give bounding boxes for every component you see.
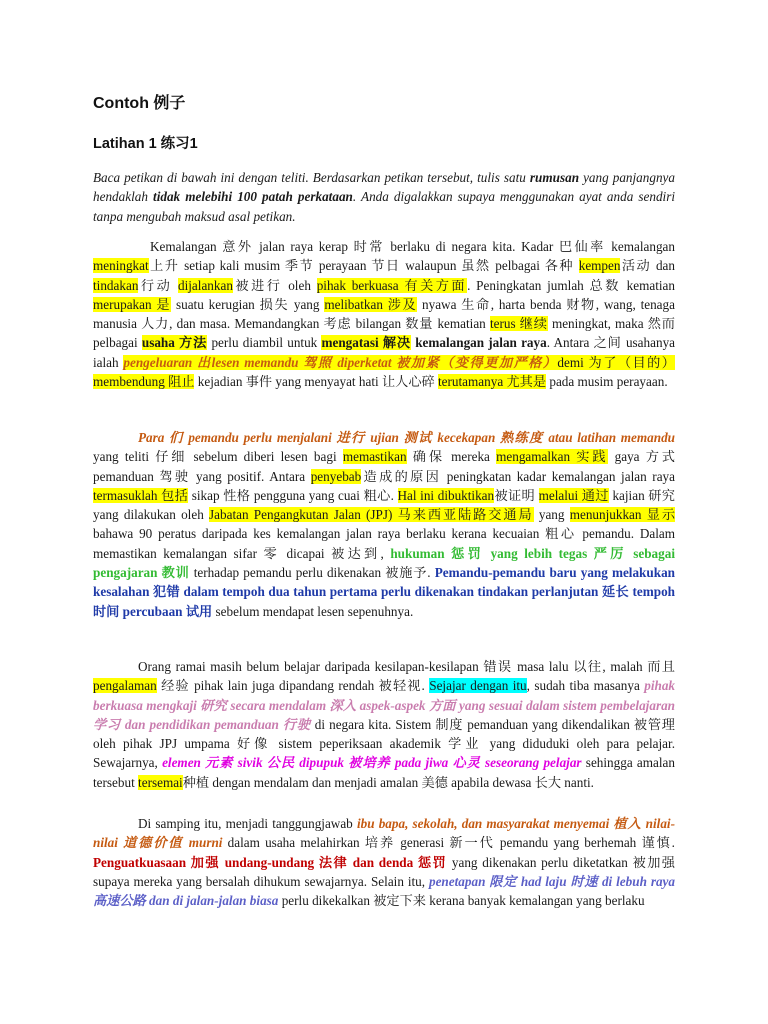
text-run: yang bbox=[533, 507, 570, 523]
text-run: meningkat, maka 然而 pelbagai bbox=[93, 316, 675, 351]
text-run: yang dikenakan perlu diketatkan 被加强 supaya mereka yang bersalah dihukum sewajarnya. Selain itu, bbox=[93, 854, 675, 889]
text-run: 种植 dengan mendalam dan menjadi amalan 美德 apabila dewasa 长大 nanti. bbox=[182, 774, 594, 790]
text-run: kajian 研究 yang dilakukan oleh bbox=[93, 487, 675, 523]
text-run: 被进行 oleh bbox=[232, 277, 317, 293]
highlighted-term: hukuman 惩罚 yang lebih tegas 严厉 sebagai pengajaran 教训 bbox=[93, 545, 675, 581]
highlighted-term: elemen 元素 sivik 公民 dipupuk 被培养 pada jiwa 心灵 seseorang pelajar bbox=[162, 755, 582, 771]
text-run: perlu diambil untuk bbox=[207, 335, 322, 351]
text-run: , sudah tiba masanya bbox=[526, 678, 645, 694]
highlighted-term: penyebab bbox=[310, 468, 362, 484]
text-run: 行动 bbox=[138, 277, 179, 293]
highlighted-term: melalui 通过 bbox=[538, 487, 609, 503]
text-run: kejadian 事件 yang menyayat hati 让人心碎 bbox=[194, 374, 439, 390]
text-run: suatu kerugian 损失 yang bbox=[171, 296, 325, 312]
text-run: bahawa 90 peratus daripada kes kemalangan jalan raya berlaku kerana kecuaian 粗心 pemandu. Dalam memastikan kemalangan sifar 零 dicapai 被达到, bbox=[93, 526, 675, 561]
text-run: 被证明 bbox=[494, 487, 539, 503]
highlighted-term: melibatkan 涉及 bbox=[324, 296, 418, 312]
highlighted-term: meningkat bbox=[93, 258, 149, 274]
text-run: 造成的原因 peningkatan kadar kemalangan jalan raya bbox=[361, 468, 675, 484]
text-run: perlu dikekalkan 被定下来 kerana banyak kemalangan yang berlaku bbox=[278, 893, 645, 909]
text-run: 确保 mereka bbox=[406, 449, 497, 465]
highlighted-term: Pemandu-pemandu baru yang melakukan kesalahan 犯错 dalam tempoh dua tahun pertama perlu dikenakan tindakan perlanjutan 延长 tempoh 时间 percubaan 试用 bbox=[93, 565, 675, 619]
text-run: yang teliti 仔细 sebelum diberi lesen bagi bbox=[93, 449, 343, 465]
text-run: nyawa 生命, harta benda 财物, wang, tenaga manusia 人力, dan masa. Memandangkan 考虑 bilangan 数量 kematian bbox=[93, 296, 675, 332]
paragraph-3 bbox=[93, 657, 675, 792]
highlighted-term: tindakan bbox=[93, 277, 139, 293]
text-run: . Anda digalakkan supaya menggunakan ayat anda sendiri tanpa mengubah maksud asal petikan. bbox=[93, 189, 676, 224]
text-run: Di samping itu, menjadi tanggungjawab bbox=[138, 816, 357, 831]
highlighted-term: rumusan bbox=[529, 170, 580, 185]
highlighted-term: Hal ini dibuktikan bbox=[397, 487, 495, 503]
highlighted-term: terutamanya 尤其是 bbox=[438, 374, 547, 390]
highlighted-term: Sejajar dengan itu bbox=[429, 678, 527, 694]
highlighted-term: ibu bapa, sekolah, dan masyarakat menyemai 植入 nilai-nilai 道德价值 murni bbox=[93, 816, 675, 851]
highlighted-term: menunjukkan 显示 bbox=[569, 507, 676, 523]
highlighted-term: termasuklah 包括 bbox=[93, 487, 189, 503]
highlighted-term: mengamalkan 实践 bbox=[496, 449, 609, 465]
highlighted-term: Jabatan Pengangkutan Jalan (JPJ) 马来西亚陆路交通局 bbox=[209, 507, 534, 523]
highlighted-term: memastikan bbox=[342, 449, 407, 465]
paragraph-2 bbox=[93, 428, 675, 621]
text-run: Baca petikan di bawah ini dengan teliti. Berdasarkan petikan tersebut, tulis satu bbox=[93, 170, 530, 185]
highlighted-term: kempen bbox=[578, 258, 621, 274]
highlighted-term: demi 为了（目的）membendung 阻止 bbox=[93, 354, 675, 390]
highlighted-term: Para 们 pemandu perlu menjalani 进行 ujian 测试 kecekapan 熟练度 atau latihan memandu bbox=[138, 430, 675, 445]
highlighted-term: pengeluaran 出lesen memandu 驾照 diperketat 被加紧（变得更加严格） bbox=[123, 354, 558, 370]
highlighted-term: pengalaman bbox=[93, 678, 157, 694]
highlighted-term: pihak berkuasa mengkaji 研究 secara mendalam 深入 aspek-aspek 方面 yang sesuai dalam sistem pembelajaran 学习 dan pendidikan pemanduan 行驶 bbox=[93, 678, 676, 732]
text-run: yang panjangnya hendaklah bbox=[93, 170, 675, 205]
text-run: 经验 pihak lain juga dipandang rendah 被轻视. bbox=[156, 678, 430, 694]
highlighted-term: kemalangan jalan raya bbox=[411, 335, 547, 351]
highlighted-term: tersemai bbox=[138, 774, 183, 790]
text-run: di negara kita. Sistem 制度 pemanduan yang dikendalikan 被管理 oleh pihak JPJ umpama 好像 sistem peperiksaan akademik 学业 yang diduduki oleh para pelajar. Sewajarnya, bbox=[93, 716, 675, 771]
paragraph-4 bbox=[93, 814, 675, 910]
text-run: dalam usaha melahirkan 培养 generasi 新一代 pemandu yang berhemah 谨慎. bbox=[222, 835, 675, 851]
highlighted-term: tidak melebihi 100 patah perkataan bbox=[153, 189, 353, 205]
instruction-paragraph bbox=[93, 168, 675, 226]
text-run: 活动 dan bbox=[620, 258, 675, 274]
page-heading: Contoh 例子 bbox=[93, 95, 186, 112]
text-run: terhadap pemandu perlu dikenakan 被施予. bbox=[189, 565, 435, 581]
highlighted-term: mengatasi 解决 bbox=[321, 335, 412, 351]
text-run: Kemalangan 意外 jalan raya kerap 时常 berlaku di negara kita. Kadar 巴仙率 kemalangan bbox=[150, 239, 675, 254]
highlighted-term: usaha 方法 bbox=[141, 335, 208, 351]
text-run: sikap 性格 pengguna yang cuai 粗心. bbox=[188, 487, 398, 503]
paragraph-1 bbox=[93, 237, 675, 391]
text-run: . Antara 之间 usahanya ialah bbox=[93, 335, 676, 370]
text-run: pada musim perayaan. bbox=[546, 374, 668, 390]
exercise-heading: Latihan 1 练习1 bbox=[93, 136, 198, 152]
text-run: Orang ramai masih belum belajar daripada kesilapan-kesilapan 错误 masa lalu 以往, malah 而且 bbox=[138, 659, 675, 674]
text-run: sebelum mendapat lesen sepenuhnya. bbox=[212, 603, 414, 619]
highlighted-term: merupakan 是 bbox=[93, 296, 172, 312]
text-run: . Peningkatan jumlah 总数 kematian bbox=[467, 277, 675, 293]
highlighted-term: pihak berkuasa 有关方面 bbox=[316, 277, 468, 293]
highlighted-term: dijalankan bbox=[178, 277, 233, 293]
highlighted-term: Penguatkuasaan 加强 undang-undang 法律 dan denda 惩罚 bbox=[93, 854, 448, 870]
highlighted-term: terus 继续 bbox=[489, 316, 548, 332]
text-run: 上升 setiap kali musim 季节 perayaan 节日 walaupun 虽然 pelbagai 各种 bbox=[148, 258, 579, 274]
text-run: gaya 方式 pemanduan 驾驶 yang positif. Antara bbox=[93, 449, 675, 484]
text-run: sehingga amalan tersebut bbox=[93, 755, 676, 790]
highlighted-term: penetapan 限定 had laju 时速 di lebuh raya 高速公路 dan di jalan-jalan biasa bbox=[93, 873, 675, 909]
